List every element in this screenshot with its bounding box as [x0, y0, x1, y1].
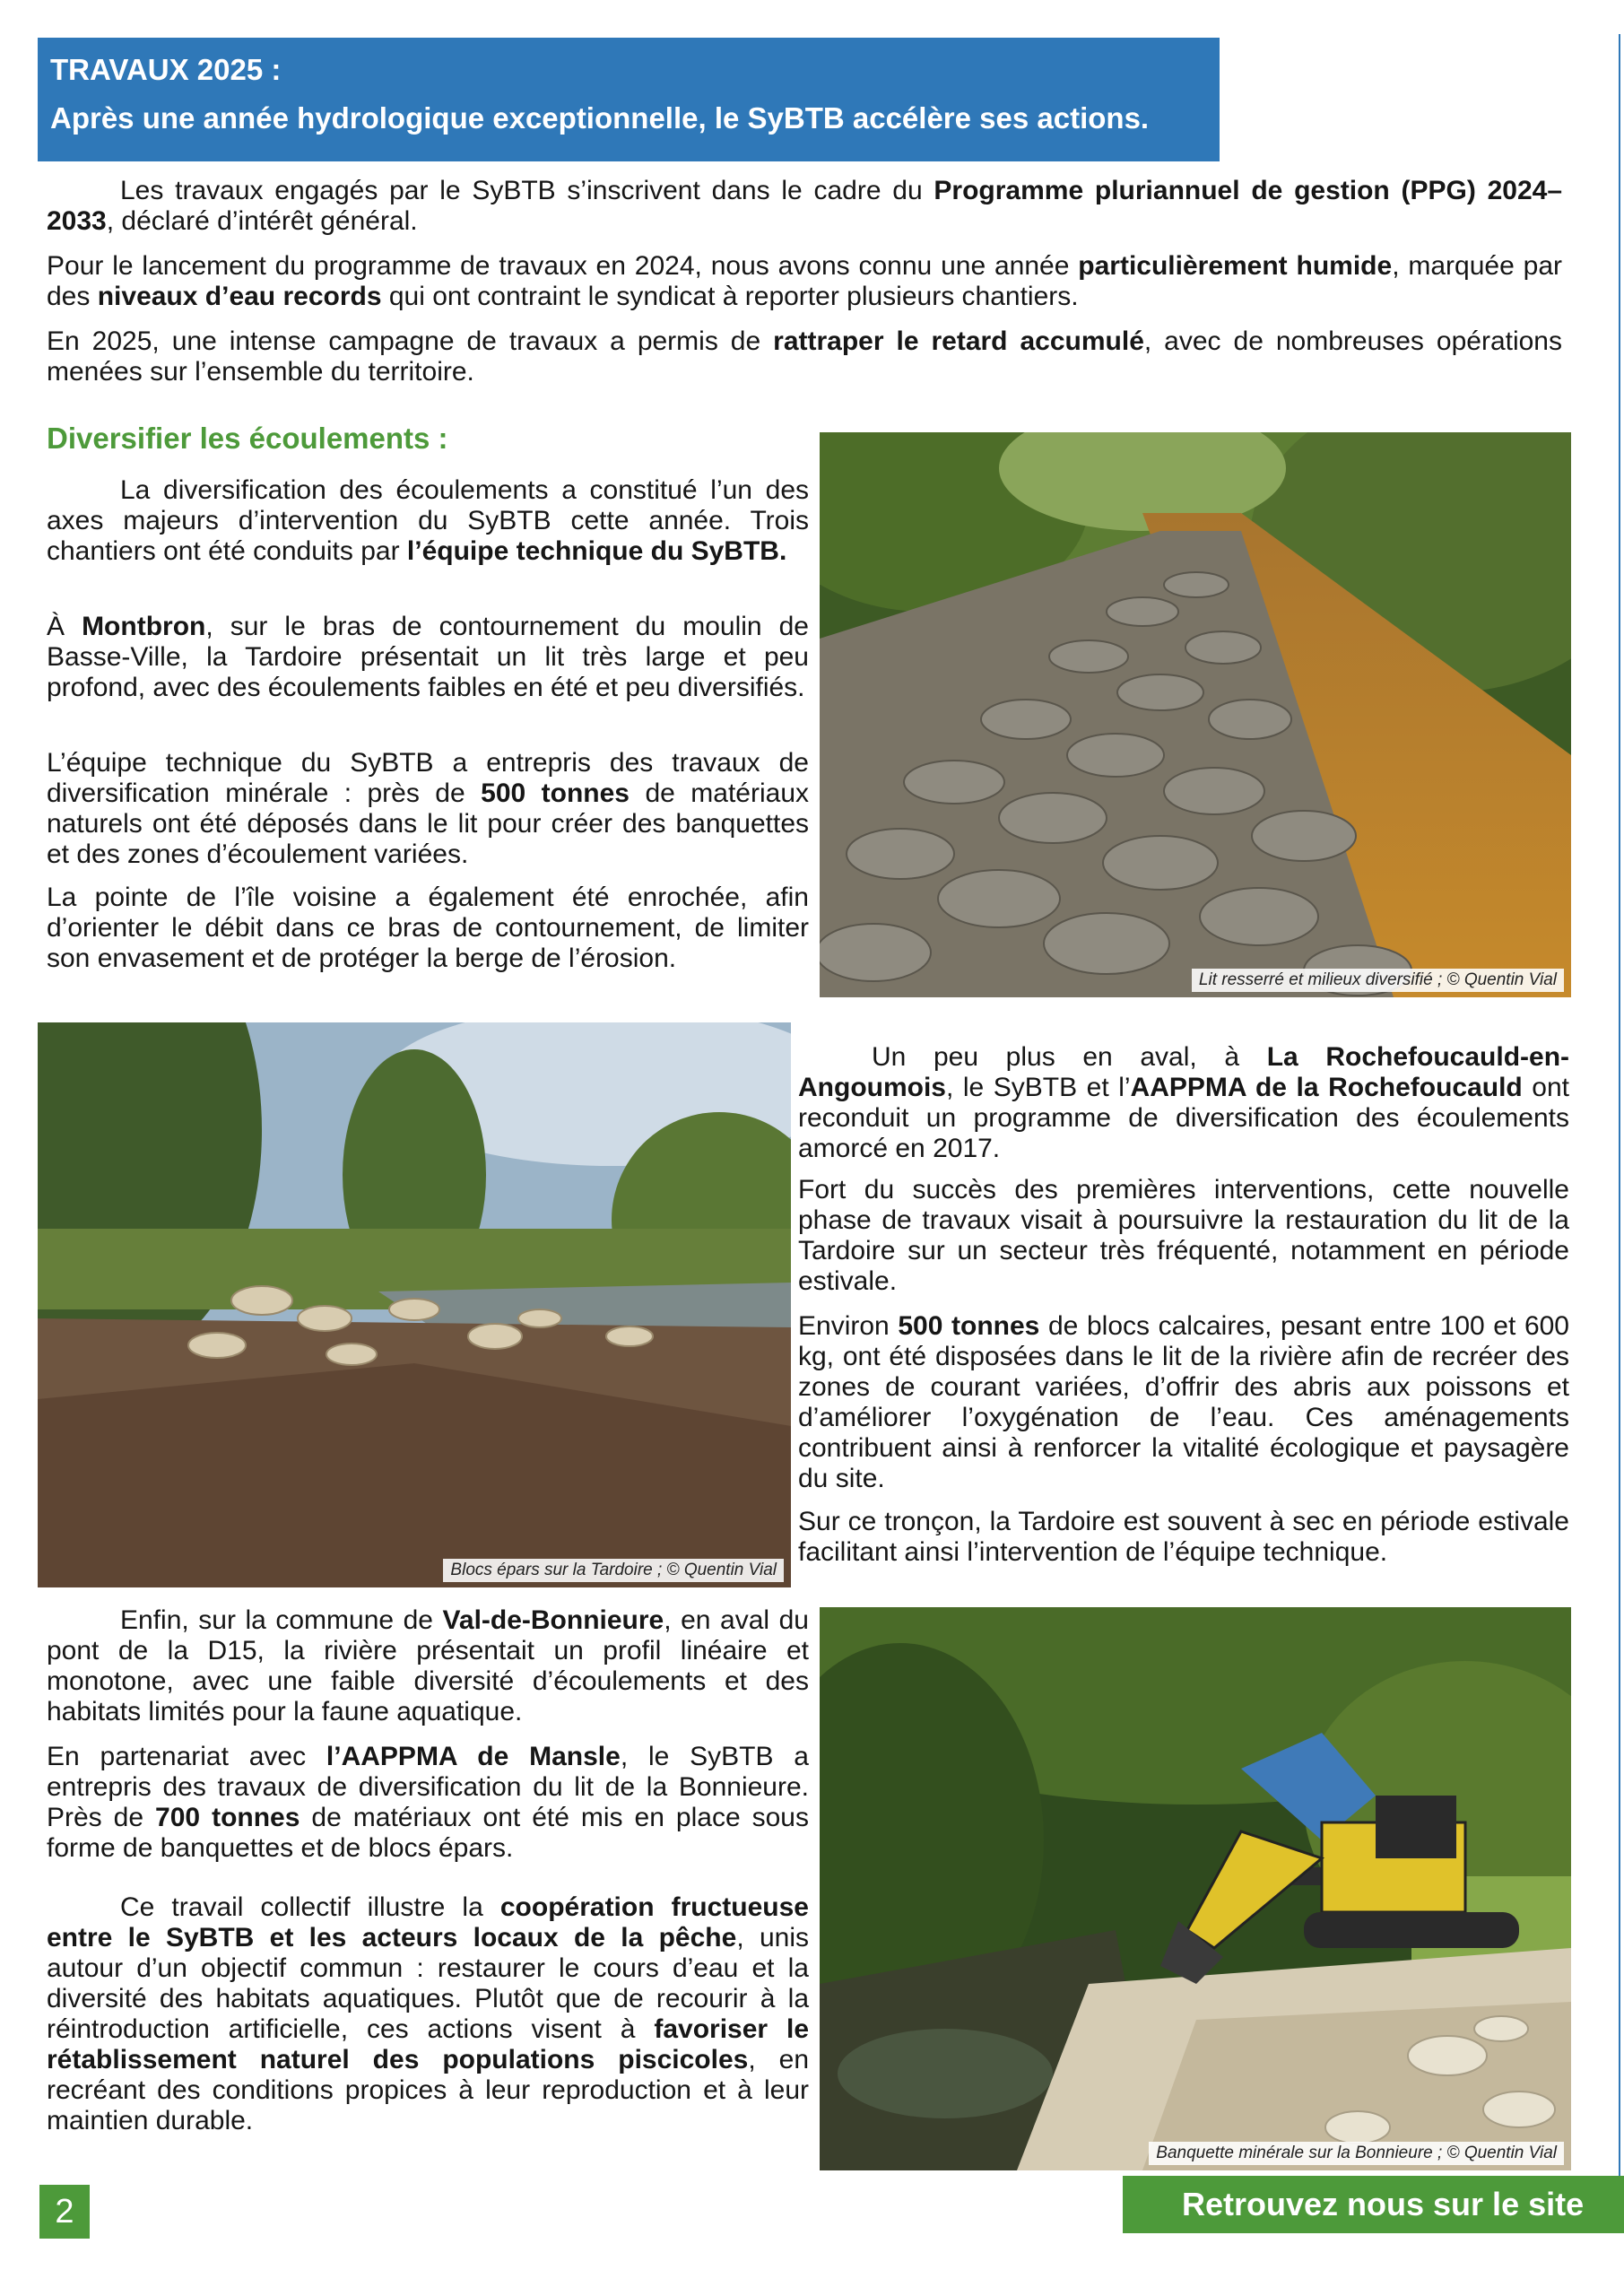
page-number: 2: [39, 2185, 90, 2239]
photo-bonnieure-image: [820, 1607, 1571, 2170]
section-title: Diversifier les écoulements :: [47, 422, 448, 455]
intro-paragraph-2: Pour le lancement du programme de travaux en 2024, nous avons connu une année particulièrement humide, marquée par des niveaux d’eau records qui ont contraint le syndicat à reporter plusieurs chantiers.: [47, 251, 1562, 311]
photo-montbron-caption: Lit resserré et milieux diversifié ; © Quentin Vial: [1192, 969, 1564, 992]
section-paragraph-10: En partenariat avec l’AAPPMA de Mansle, le SyBTB a entrepris des travaux de diversification du lit de la Bonnieure. Près de 700 tonnes de matériaux ont été mis en place sous forme de banquettes et de blocs épars.: [47, 1742, 809, 1863]
section-paragraph-4: La pointe de l’île voisine a également été enrochée, afin d’orienter le débit dans ce bras de contournement, de limiter son envasement et de protéger la berge de l’érosion.: [47, 883, 809, 973]
section-paragraph-3: L’équipe technique du SyBTB a entrepris des travaux de diversification minérale : près de 500 tonnes de matériaux naturels ont été déposés dans le lit pour créer des banquettes et des zones d’écoulement variées.: [47, 748, 809, 869]
photo-montbron: [820, 432, 1571, 997]
section-paragraph-rochefoucauld: Un peu plus en aval, à La Rochefoucauld-en-Angoumois, le SyBTB et l’AAPPMA de la Rochefoucauld ont reconduit un programme de diversification des écoulements amorcé en 2017.: [798, 1042, 1570, 1163]
section-paragraph-7: Environ 500 tonnes de blocs calcaires, pesant entre 100 et 600 kg, ont été disposées dans le lit de la rivière afin de recréer des zones de courant variées, d’offrir des abris aux poissons et d’améliorer l’oxygénation de l’eau. Ces aménagements contribuent ainsi à renforcer la vitalité écologique et paysagère du site.: [798, 1311, 1569, 1493]
photo-bonnieure-caption: Banquette minérale sur la Bonnieure ; © Quentin Vial: [1149, 2142, 1564, 2165]
header-headline: Après une année hydrologique exceptionnelle, le SyBTB accélère ses actions.: [50, 101, 1150, 135]
header-kicker: TRAVAUX 2025 :: [50, 53, 282, 86]
footer-website-link[interactable]: Retrouvez nous sur le site: [1123, 2176, 1624, 2233]
section-paragraph-1: La diversification des écoulements a constitué l’un des axes majeurs d’intervention du SyBTB cette année. Trois chantiers ont été conduits par l’équipe technique du SyBTB.: [47, 475, 809, 566]
photo-tardoire-caption: Blocs épars sur la Tardoire ; © Quentin Vial: [443, 1559, 784, 1582]
intro-paragraph-3: En 2025, une intense campagne de travaux a permis de rattraper le retard accumulé, avec de nombreuses opérations menées sur l’ensemble du territoire.: [47, 326, 1562, 387]
section-paragraph-montbron: À Montbron, sur le bras de contournement du moulin de Basse-Ville, la Tardoire présentait un lit très large et peu profond, avec des écoulements faibles en été et peu diversifiés.: [47, 612, 809, 702]
photo-tardoire: [38, 1022, 791, 1587]
section-paragraph-bonnieure: Enfin, sur la commune de Val-de-Bonnieure, en aval du pont de la D15, la rivière présentait un profil linéaire et monotone, avec une faible diversité d’écoulements et des habitats limités pour la faune aquatique.: [47, 1605, 809, 1726]
article-header: [38, 38, 1220, 161]
section-paragraph-8: Sur ce tronçon, la Tardoire est souvent à sec en période estivale facilitant ainsi l’intervention de l’équipe technique.: [798, 1507, 1569, 1567]
section-paragraph-conclusion: Ce travail collectif illustre la coopération fructueuse entre le SyBTB et les acteurs locaux de la pêche, unis autour d’un objectif commun : restaurer le cours d’eau et la diversité des habitats aquatiques. Plutôt que de recourir à la réintroduction artificielle, ces actions visent à favoriser le rétablissement naturel des populations piscicoles, en recréant des conditions propices à leur reproduction et à leur maintien durable.: [47, 1892, 810, 2135]
page-edge-rule: [1619, 34, 1620, 2222]
photo-montbron-image: [820, 432, 1571, 997]
photo-bonnieure: [820, 1607, 1571, 2170]
photo-tardoire-image: [38, 1022, 791, 1587]
intro-emphasis-ppg: Programme pluriannuel de gestion (PPG) 2024–2033: [47, 176, 1563, 236]
section-paragraph-6: Fort du succès des premières interventions, cette nouvelle phase de travaux visait à poursuivre la restauration du lit de la Tardoire sur un secteur très fréquenté, notamment en période estivale.: [798, 1175, 1569, 1296]
intro-paragraph-1: Les travaux engagés par le SyBTB s’inscrivent dans le cadre du Programme pluriannuel de gestion (PPG) 2024–2033, déclaré d’intérêt général.: [47, 176, 1563, 236]
